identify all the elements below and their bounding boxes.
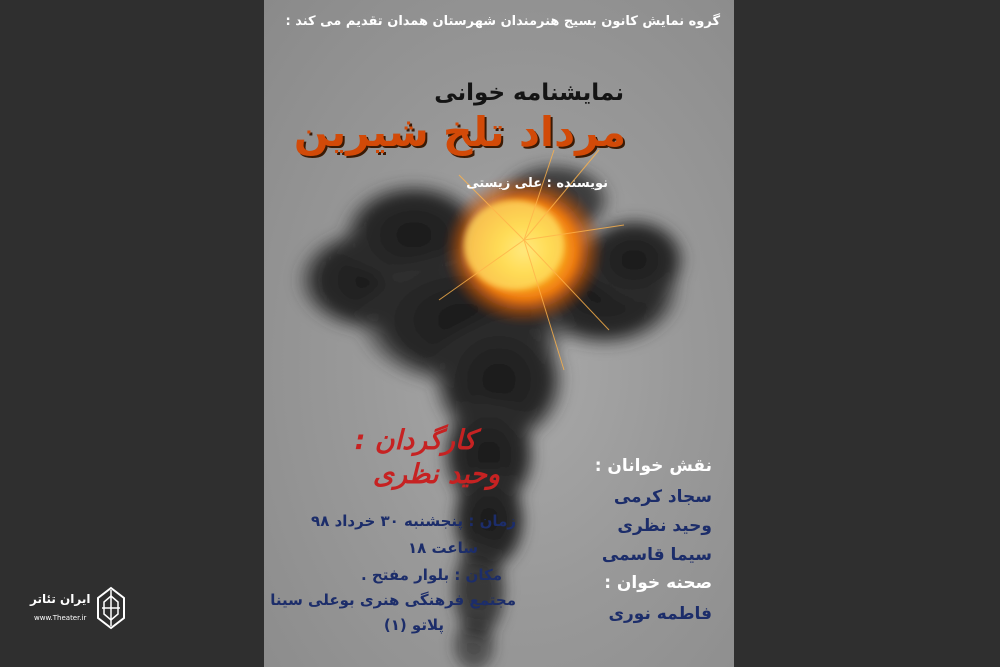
cast-member: وحید نظری [617,516,712,536]
watermark-brand: ایران تئاتر [30,592,91,606]
info-line: ساعت ۱۸ [407,539,478,557]
author-credit: نویسنده : علی زیستی [466,176,608,191]
director-label: کارگردان : [354,425,476,456]
theater-emblem-icon [96,586,126,630]
cast-heading: نقش خوانان : [594,456,712,476]
stage-heading: صحنه خوان : [604,573,712,593]
stage-reader: فاطمه نوری [608,604,712,624]
watermark-logo [24,584,134,634]
info-line: مکان : بلوار مفتح . [361,566,502,584]
cast-member: سیما قاسمی [601,545,712,565]
watermark-url: www.Theater.ir [34,614,87,622]
subtitle: نمایشنامه خوانی [434,80,624,106]
director-name: وحید نظری [372,459,500,490]
presenter-header: گروه نمایش کانون بسیج هنرمندان شهرستان همدان تقدیم می کند : [285,14,720,29]
poster [264,0,734,667]
info-line: پلاتو (۱) [383,616,444,634]
info-line: زمان : پنجشنبه ۳۰ خرداد ۹۸ [311,512,516,530]
cast-member: سجاد کرمی [613,487,712,507]
info-line: مجتمع فرهنگی هنری بوعلی سینا [270,591,516,609]
play-title: مرداد تلخ شیرین [293,108,626,156]
fireball [444,175,604,325]
